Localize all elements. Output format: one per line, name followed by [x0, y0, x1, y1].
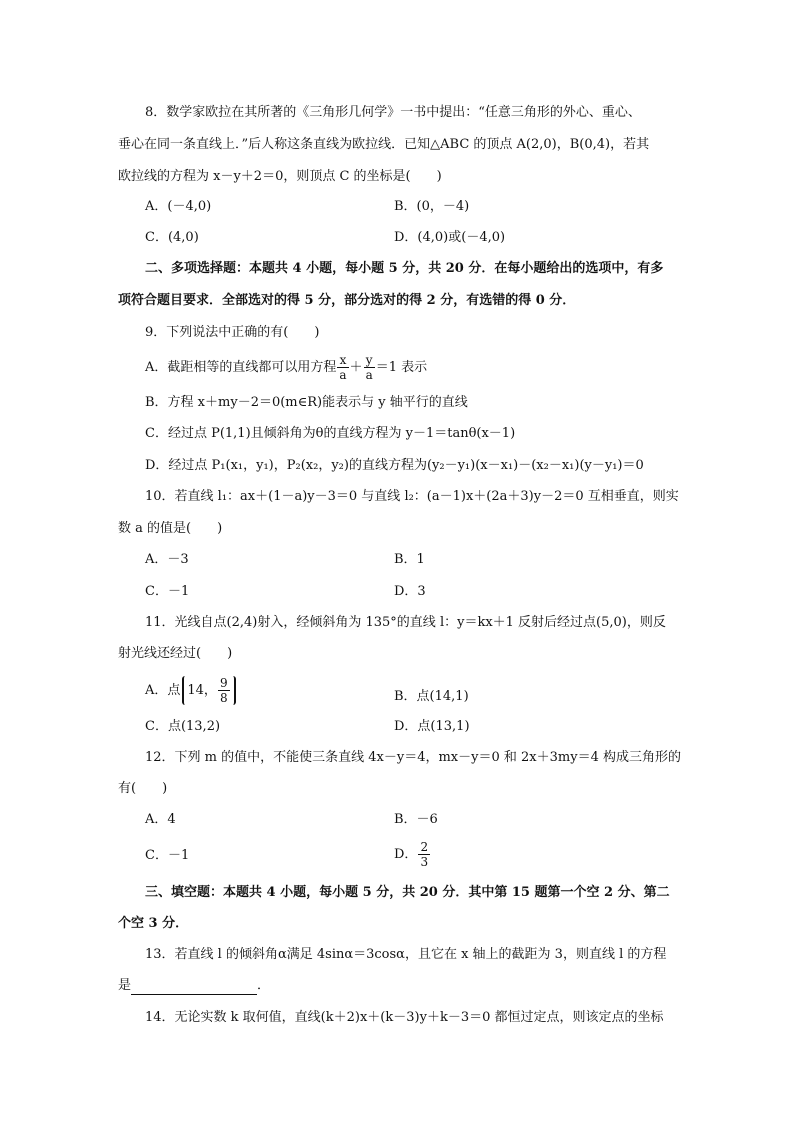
- fraction-num-2: 2: [420, 840, 429, 854]
- q9-option-d: D．经过点 P₁(x₁，y₁)，P₂(x₂，y₂)的直线方程为(y₂－y₁)(x－x₁)－(x₂－x₁)(y－y₁)＝0: [145, 458, 644, 473]
- q10-line1: 10．若直线 l₁：ax＋(1－a)y－3＝0 与直线 l₂：(a－1)x＋(2a＋3)y－2＝0 互相垂直，则实: [145, 489, 679, 504]
- q11-option-a-prefix: A．点: [145, 683, 181, 698]
- q11-option-d: D．点(13,1): [394, 719, 470, 734]
- q10-line2: 数 a 的值是( ): [118, 521, 223, 536]
- q11-option-c: C．点(13,2): [145, 719, 221, 734]
- q12-option-a: A．4: [145, 812, 176, 827]
- q8-option-d: D．(4,0)或(－4,0): [394, 230, 506, 245]
- q10-option-d: D．3: [394, 584, 426, 599]
- q12-option-c: C．－1: [145, 848, 190, 863]
- fraction-2-over-3: [418, 840, 430, 869]
- q13-line2-suffix: ．: [257, 978, 271, 993]
- q14-line1: 14．无论实数 k 取何值，直线(k＋2)x＋(k－3)y＋k－3＝0 都恒过定点，则该定点的坐标: [145, 1010, 664, 1025]
- q9-option-b: B．方程 x＋my－2＝0(m∈R)能表示与 y 轴平行的直线: [145, 395, 468, 410]
- q12-line2: 有( ): [118, 781, 168, 796]
- q8-line3: 欧拉线的方程为 x－y＋2＝0，则顶点 C 的坐标是( ): [118, 169, 442, 184]
- point-bracket: [182, 676, 235, 705]
- q9-option-c: C．经过点 P(1,1)且倾斜角为θ的直线方程为 y－1＝tanθ(x－1): [145, 426, 516, 441]
- fraction-num-9: 9: [219, 676, 228, 690]
- q11-option-a: [145, 676, 236, 705]
- plus-sign: ＋: [349, 360, 363, 375]
- q9-stem: 9．下列说法中正确的有( ): [145, 325, 320, 340]
- q12-line1: 12．下列 m 的值中，不能使三条直线 4x－y＝4，mx－y＝0 和 2x＋3my＝4 构成三角形的: [145, 750, 681, 765]
- q8-option-c: C．(4,0): [145, 230, 199, 245]
- fraction-den-a: a: [339, 368, 347, 382]
- q8-option-a: A．(－4,0): [145, 199, 212, 214]
- point-x: 14，: [187, 683, 217, 698]
- fraction-9-over-8: [218, 676, 230, 705]
- section3-line2: 个空 3 分．: [118, 916, 189, 931]
- q13-line1: 13．若直线 l 的倾斜角α满足 4sinα＝3cosα，且它在 x 轴上的截距为 3，则直线 l 的方程: [145, 947, 667, 962]
- fraction-y-over-a: [364, 353, 375, 382]
- fraction-den-8: 8: [219, 691, 228, 705]
- fraction-x-over-a: [337, 353, 348, 382]
- fraction-den-a2: a: [365, 368, 373, 382]
- q10-option-c: C．－1: [145, 584, 190, 599]
- q9-option-a: [145, 353, 427, 382]
- q8-line2: 垂心在同一条直线上．”后人称这条直线为欧拉线．已知△ABC 的顶点 A(2,0)，B(0,4)，若其: [118, 137, 650, 152]
- q9-option-a-prefix: A．截距相等的直线都可以用方程: [145, 360, 337, 375]
- answer-blank: [131, 980, 257, 995]
- q8-option-b: B．(0，－4): [394, 199, 470, 214]
- q10-option-b: B．1: [394, 552, 425, 567]
- q11-line2: 射光线还经过( ): [118, 646, 233, 661]
- q11-line1: 11．光线自点(2,4)射入，经倾斜角为 135°的直线 l：y＝kx＋1 反射后经过点(5,0)，则反: [145, 615, 666, 630]
- section2-line1: 二、多项选择题：本题共 4 小题，每小题 5 分，共 20 分．在每小题给出的选项中，有多: [145, 261, 664, 276]
- fraction-den-3: 3: [420, 855, 429, 869]
- fraction-num-x: x: [337, 353, 348, 368]
- q12-option-d-prefix: D．: [394, 847, 418, 862]
- q13-line2-prefix: 是: [118, 978, 132, 993]
- q12-option-b: B．－6: [394, 812, 438, 827]
- q9-option-a-suffix: ＝1 表示: [375, 360, 428, 375]
- section3-line1: 三、填空题：本题共 4 小题，每小题 5 分，共 20 分．其中第 15 题第一个空 2 分、第二: [145, 885, 670, 900]
- fraction-num-y: y: [364, 353, 375, 368]
- q8-line1: 8．数学家欧拉在其所著的《三角形几何学》一书中提出：“任意三角形的外心、重心、: [145, 105, 641, 120]
- q13-line2: [118, 977, 270, 995]
- q11-option-b: B．点(14,1): [394, 689, 469, 704]
- section2-line2: 项符合题目要求．全部选对的得 5 分，部分选对的得 2 分，有选错的得 0 分．: [118, 293, 576, 308]
- q12-option-d: [394, 840, 431, 869]
- q10-option-a: A．－3: [145, 552, 189, 567]
